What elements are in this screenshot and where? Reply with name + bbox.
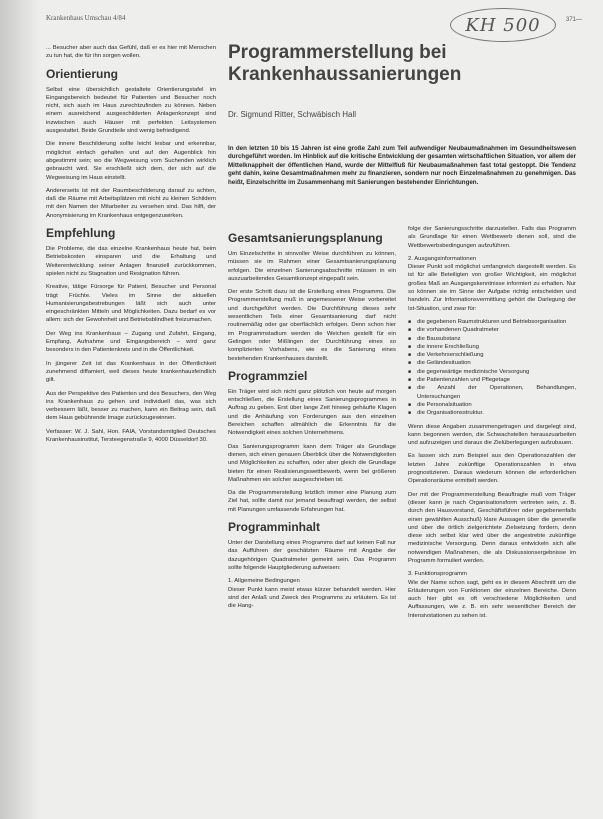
paragraph: Wenn diese Angaben zusammengetragen und dargelegt sind, kann begonnen werden, die Schwachstellen herauszuarbeiten und aufzuzeigen und daraus die Zielüberlegungen aufzubauen. (408, 423, 576, 447)
list-item: ■ die Verkehrserschließung (408, 351, 576, 359)
paragraph: Kreative, tätige Fürsorge für Patient, Besucher und Personal trägt Früchte. Vieles im Sinne der aktuellen Humanisierungsbestrebungen läßt sich auch unter eingeschränkten Mitteln und Möglichkeiten. Dazu bedarf es vor allem: sich der Gewohnheit und Betriebsblindheit freizumachen. (46, 284, 216, 324)
list-item: ■ die Organisationsstruktur. (408, 409, 576, 417)
subheading: 3. Funktionsprogramm (408, 571, 467, 578)
paragraph: Da die Programmerstellung letztlich immer eine Planung zum Ziel hat, sollte damit nur jemand beauftragt werden, der selbst mit Planungen umfassende Erfahrungen hat. (228, 490, 396, 513)
paragraph: Unter der Darstellung eines Programms darf auf keinen Fall nur das Aufführen der geschätzten Räume mit Angabe der dazugehörigen Quadratmeter gemeint sein. Das Programm sollte folgende Hauptgliederung aufweisen: (228, 540, 396, 571)
author-note: Verfasser: W. J. Sahl, Hon. FAIA, Vorstandsmitglied Deutsches Krankenhausinstitut, Tersteegenstraße 9, 4000 Düsseldorf 30. (46, 428, 216, 443)
subheading: 1. Allgemeine Bedingungen (228, 578, 300, 585)
paragraph: Um Einzelschritte in sinnvoller Weise durchführen zu können, müssen sie im Rahmen einer Gesamtsanierungsplanung erfolgen. Die einzelnen Sanierungsabschnitte müssen in ein auszuarbeitendes Gesamtkonzept eingepaßt sein. (228, 251, 396, 282)
paragraph: Dieser Punkt kann meist etwas kürzer behandelt werden. Hier sind der Anlaß und Zweck des Programms zu erläutern. Es ist die Hang- (228, 586, 396, 610)
paragraph: folge der Sanierungsschritte darzustellen. Falls das Programm als Grundlage für einen Wettbewerb dienen soll, sind die Wettbewerbsbedingungen aufzuführen. (408, 226, 576, 249)
page-number: 371— (566, 17, 583, 23)
heading-empfehlung: Empfehlung (46, 226, 116, 241)
middle-column (228, 225, 396, 615)
paragraph: Andererseits ist mit der Raumbeschilderung darauf zu achten, daß die Räume mit Arbeitsplätzen mit nicht zu kleinen Schildern mit den Namen der Mitarbeiter zu versehen sind. Das hilft, der Anonymisierung im Krankenhaus entgegenzuwirken. (46, 187, 216, 219)
paragraph: Der erste Schritt dazu ist die Erstellung eines Programms. Die Programmerstellung muß in angemessener Weise vorbereitet und durchgeführt werden. Die Durchführung dieses sehr wesentlichen Teils einer Gesamtsanierung darf nicht routinemäßig oder gar oberflächlich erfolgen. Denn schon hier im Programmstadium werden die Weichen gestellt für ein Gelingen oder Mißlingen der Durchführung eines so komplizierten Vorhabens, wie es die Sanierung eines bestehenden Krankenhauses darstellt. (228, 289, 396, 362)
article-author: Dr. Sigmund Ritter, Schwäbisch Hall (228, 110, 357, 119)
list-item: ■ die Patientenzahlen und Pflegetage (408, 376, 576, 384)
heading-gesamtsanierungsplanung: Gesamtsanierungsplanung (228, 231, 383, 245)
list-item: ■ die Anzahl der Operationen, Behandlungen, Untersuchungen (408, 384, 576, 401)
paragraph: Der Weg ins Krankenhaus – Zugang und Zufahrt, Eingang, Empfang, Aufnahme und Eingangsbereich – wird ganz besonders in den Patientenkreis und in die Öffentlichkeit. (46, 330, 216, 354)
list-item: ■ die gegenwärtige medizinische Versorgung (408, 368, 576, 376)
paragraph: Das Sanierungsprogramm kann dem Träger als Grundlage dienen, sich einen genauen Überblick über die Notwendigkeiten und Möglichkeiten zu schaffen, oder aber gleich die Grundlage bieten für einen Realisierungswettbewerb, wenn bei größeren Maßnahmen ein solcher ausgeschrieben ist. (228, 443, 396, 483)
bullet-list (408, 318, 576, 418)
paragraph: Aus der Perspektive des Patienten und des Besuchers, den Weg ins Krankenhaus zu gehen und individuell das, was sich verbessern läßt, besser zu machen, kann ein Beitrag sein, daß dem Haus gebührende Image zurückzugewinnen. (46, 390, 216, 422)
paragraph: Die Probleme, die das einzelne Krankenhaus heute hat, beim Betriebskosten einsparen und die Erhaltung und Weiterentwicklung seiner Anlagen finanziell zurückkommen, spielen nicht zu Stagnation und Resignation führen. (46, 246, 216, 277)
paragraph: Es lassen sich zum Beispiel aus den Operationszahlen der letzten Jahre zukünftige Operationszahlen in etwa prognostizieren. Daraus wiederum können die erforderlichen Operationsräume ermittelt werden. (408, 453, 576, 485)
heading-orientierung: Orientierung (46, 66, 119, 81)
list-item: ■ die Personalsituation (408, 401, 576, 409)
article-title: Programmerstellung bei Krankenhaussanierungen (228, 42, 462, 85)
lead-paragraph: In den letzten 10 bis 15 Jahren ist eine große Zahl zum Teil aufwendiger Neubaumaßnahmen im Gesundheitswesen durchgeführt worden. Im Hinblick auf die kritische Entwicklung der gesamten wirtschaftlichen Situation, vor allem der Mittelknappheit der öffentlichen Hand, wurde der Mittelfluß für Neubaumaßnahmen fast total gestoppt. Die Tendenz geht dahin, keine Gesamtmaßnahmen mehr zu finanzieren, sondern nur noch Einzelmaßnahmen zu genehmigen. Das heißt, Einzelschritte im Zusammenhang mit Sanierungen bestehender Einrichtungen. (228, 145, 576, 186)
list-item: ■ die gegebenen Raumstrukturen und Betriebsorganisation (408, 318, 576, 326)
list-item: ■ die vorhandenen Quadratmeter (408, 326, 576, 334)
binding-shadow (0, 0, 40, 819)
list-item: ■ die innere Erschließung (408, 343, 576, 351)
paragraph: ... Besucher aber auch das Gefühl, daß er es hier mit Menschen zu tun hat, die für ihn sorgen wollen. (46, 45, 216, 60)
list-item: ■ die Bausubstanz (408, 335, 576, 343)
paragraph: Dieser Punkt soll möglichst umfangreich dargestellt werden. Es ist für alle Beteiligten von großer Wichtigkeit, ein möglichst großes Maß an Ausgangskenntnisse informiert zu erhalten. Nur so können sie im Sinne der Aufgabe richtig entscheiden und handeln. Zur Informationsvermittlung gehört die Darlegung der Ist-Situation, und zwar für: (408, 264, 576, 312)
paragraph: Der mit der Programmerstellung Beauftragte muß vom Träger (dieser kann je nach Organisationsform vertreten sein, z. B. durch den Hausvorstand, Geschäftsführer oder gegebenenfalls einen gewählten Ausschuß) klare Aussagen über die generelle und über die örtlich zielgerichtete Zielsetzung fordern, denn diese sich selbst klar wird über die angestrebte zukünftige medizinische Versorgung. Denn daraus entwickeln sich alle notwendigen Maßnahmen, die als Diskussionsergebnisse im Programm formuliert werden. (408, 491, 576, 564)
handwritten-note: KH 500 (450, 8, 556, 42)
heading-programmziel: Programmziel (228, 368, 308, 383)
paragraph: Die innere Beschilderung sollte leicht lesbar und erkennbar, möglichst einfach gehalten und auf den Augenblick hin abgestimmt sein; wo die Wegweisung vom Suchenden wirklich gebraucht wird. Sie erschließt sich dem, der sich auf die Wegweisung im Haus einstellt. (46, 141, 216, 181)
paragraph: Selbst eine übersichtlich gestaltete Orientierungstafel im Eingangsbereich bedeutet für Patienten und Besucher noch nicht, sich auch im Haus zurechtzufinden zu können. Neben einem ausreichend ausgeschilderten Anlagenkonzept sind inzwischen auch Häuser mit perfekten Leitsystemen ausgestattet. Beide Grundteile sind wenig befriedigend. (46, 86, 216, 135)
running-head: Krankenhaus Umschau 4/84 (46, 14, 126, 22)
right-column (408, 225, 576, 625)
paragraph: Ein Träger wird sich nicht ganz plötzlich von heute auf morgen entschließen, die Erstellung eines Sanierungsprogrammes in Auftrag zu geben. Erst über lange Zeit hinweg gehäufte Klagen und die Anhäufung von Forderungen aus den einzelnen Bereichen schaffen allmählich die Erkenntnis für die Notwendigkeit eines solchen Unternehmens. (228, 388, 396, 437)
left-column (46, 44, 216, 449)
paragraph: Wie der Name schon sagt, geht es in diesem Abschnitt um die Erläuterungen von Funktionen der einzelnen Bereiche. Denn auch hier gibt es oft verschiedene Möglichkeiten und Auffassungen, wie z. B. ein sehr wesentlicher Bereich der Intensivstationen zu sehen ist. (408, 579, 576, 619)
subheading: 2. Ausgangsinformationen (408, 255, 477, 262)
heading-programminhalt: Programminhalt (228, 520, 321, 535)
list-item: ■ die Geländesituation (408, 359, 576, 367)
paragraph: In jüngerer Zeit ist das Krankenhaus in der Öffentlichkeit zunehmend diffamiert, weil dieses heute krankenhausfeindlich gilt. (46, 360, 216, 384)
